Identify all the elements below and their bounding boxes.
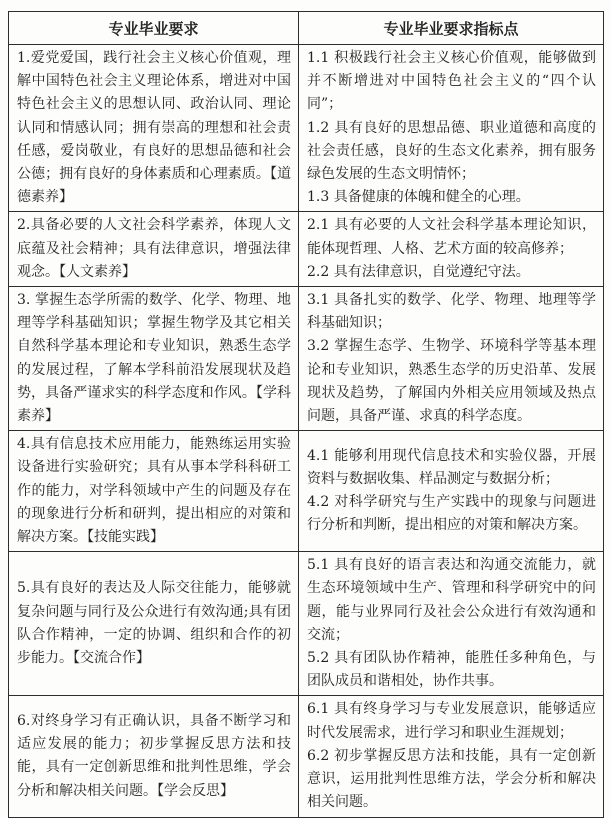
indicators-cell-1 — [299, 45, 604, 212]
indicator-item: 6.1 具有终身学习与专业发展意识，能够适应时代发展需求，进行学习和职业生涯规划； — [307, 701, 596, 741]
indicator-item: 5.1 具有良好的语言表达和沟通交流能力，就生态环境领域中生产、管理和科学研究中的问题，能与业界同行及社会公众进行有效沟通和交流； — [307, 557, 596, 643]
column-header-requirements: 专业毕业要求 — [9, 12, 299, 45]
indicator-item: 2.2 具有法律意识，自觉遵纪守法。 — [307, 263, 530, 280]
table-row-2 — [9, 212, 604, 287]
indicator-item: 6.2 初步掌握反思方法和技能，具有一定创新意识，运用批判性思维方法，学会分析和解决相关问题。 — [307, 747, 596, 811]
requirement-cell-1: 1.爱党爱国，践行社会主义核心价值观，理解中国特色社会主义理论体系，增进对中国特色社会主义的思想认同、政治认同、理论认同和情感认同；拥有崇高的理想和社会责任感，爱岗敬业，有良好的思想品德和社会公德；拥有良好的身体素质和心理素质。【道德素养】 — [9, 45, 299, 212]
requirement-cell-5: 5.具有良好的表达及人际交往能力，能够就复杂问题与同行及公众进行有效沟通;具有团队合作精神，一定的协调、组织和合作的初步能力。【交流合作】 — [9, 552, 299, 696]
indicator-item: 4.2 对科学研究与生产实践中的现象与问题进行分析和判断，提出相应的对策和解决方案。 — [307, 494, 596, 534]
indicators-cell-6 — [299, 696, 604, 817]
indicators-cell-2 — [299, 212, 604, 287]
indicator-item: 1.2 具有良好的思想品德、职业道德和高度的社会责任感，良好的生态文化素养，拥有服务绿色发展的生态文明情怀； — [307, 119, 596, 183]
requirement-cell-3: 3. 掌握生态学所需的数学、化学、物理、地理等学科基础知识；掌握生物学及其它相关自然科学基本理论和专业知识，熟悉生态学的发展过程，了解本学科前沿发展现状及趋势，具备严谨求实的科学态度和作风。【学科素养】 — [9, 287, 299, 431]
indicator-item: 3.1 具备扎实的数学、化学、物理、地理等学科基础知识； — [307, 292, 596, 332]
indicators-cell-3 — [299, 287, 604, 431]
header-row — [9, 12, 604, 45]
requirement-cell-6: 6.对终身学习有正确认识，具备不断学习和适应发展的能力；初步掌握反思方法和技能，具有一定创新思维和批判性思维，学会分析和解决相关问题。【学会反思】 — [9, 696, 299, 817]
indicators-cell-4 — [299, 431, 604, 552]
table-row-5 — [9, 552, 604, 696]
indicator-item: 1.1 积极践行社会主义核心价值观，能够做到并不断增进对中国特色社会主义的“四个认同”； — [307, 50, 596, 113]
table-row-3 — [9, 287, 604, 431]
indicator-item: 2.1 具有必要的人文社会科学基本理论知识，能体现哲理、人格、艺术方面的较高修养； — [307, 217, 596, 257]
table-row-6 — [9, 696, 604, 817]
requirement-cell-4: 4.具有信息技术应用能力，能熟练运用实验设备进行实验研究；具有从事本学科科研工作的能力，对学科领域中产生的问题及存在的现象进行分析和研判，提出相应的对策和解决方案。【技能实践】 — [9, 431, 299, 552]
column-header-indicators: 专业毕业要求指标点 — [299, 12, 604, 45]
indicator-item: 1.3 具备健康的体魄和健全的心理。 — [307, 189, 530, 206]
requirement-cell-2: 2.具备必要的人文社会科学素养，体现人文底蕴及社会精神；具有法律意识，增强法律观念。【人文素养】 — [9, 212, 299, 287]
table-row-1 — [9, 45, 604, 212]
table-row-4 — [9, 431, 604, 552]
graduation-requirements-table — [8, 11, 604, 818]
indicator-item: 3.2 掌握生态学、生物学、环境科学等基本理论和专业知识，熟悉生态学的历史沿革、发展现状及趋势，了解国内外相关应用领域及热点问题，具备严谨、求真的科学态度。 — [307, 338, 596, 425]
indicators-cell-5 — [299, 552, 604, 696]
indicator-item: 5.2 具有团队协作精神，能胜任多种角色，与团队成员和谐相处，协作共事。 — [307, 650, 596, 690]
indicator-item: 4.1 能够利用现代信息技术和实验仪器，开展资料与数据收集、样品测定与数据分析； — [307, 447, 596, 488]
